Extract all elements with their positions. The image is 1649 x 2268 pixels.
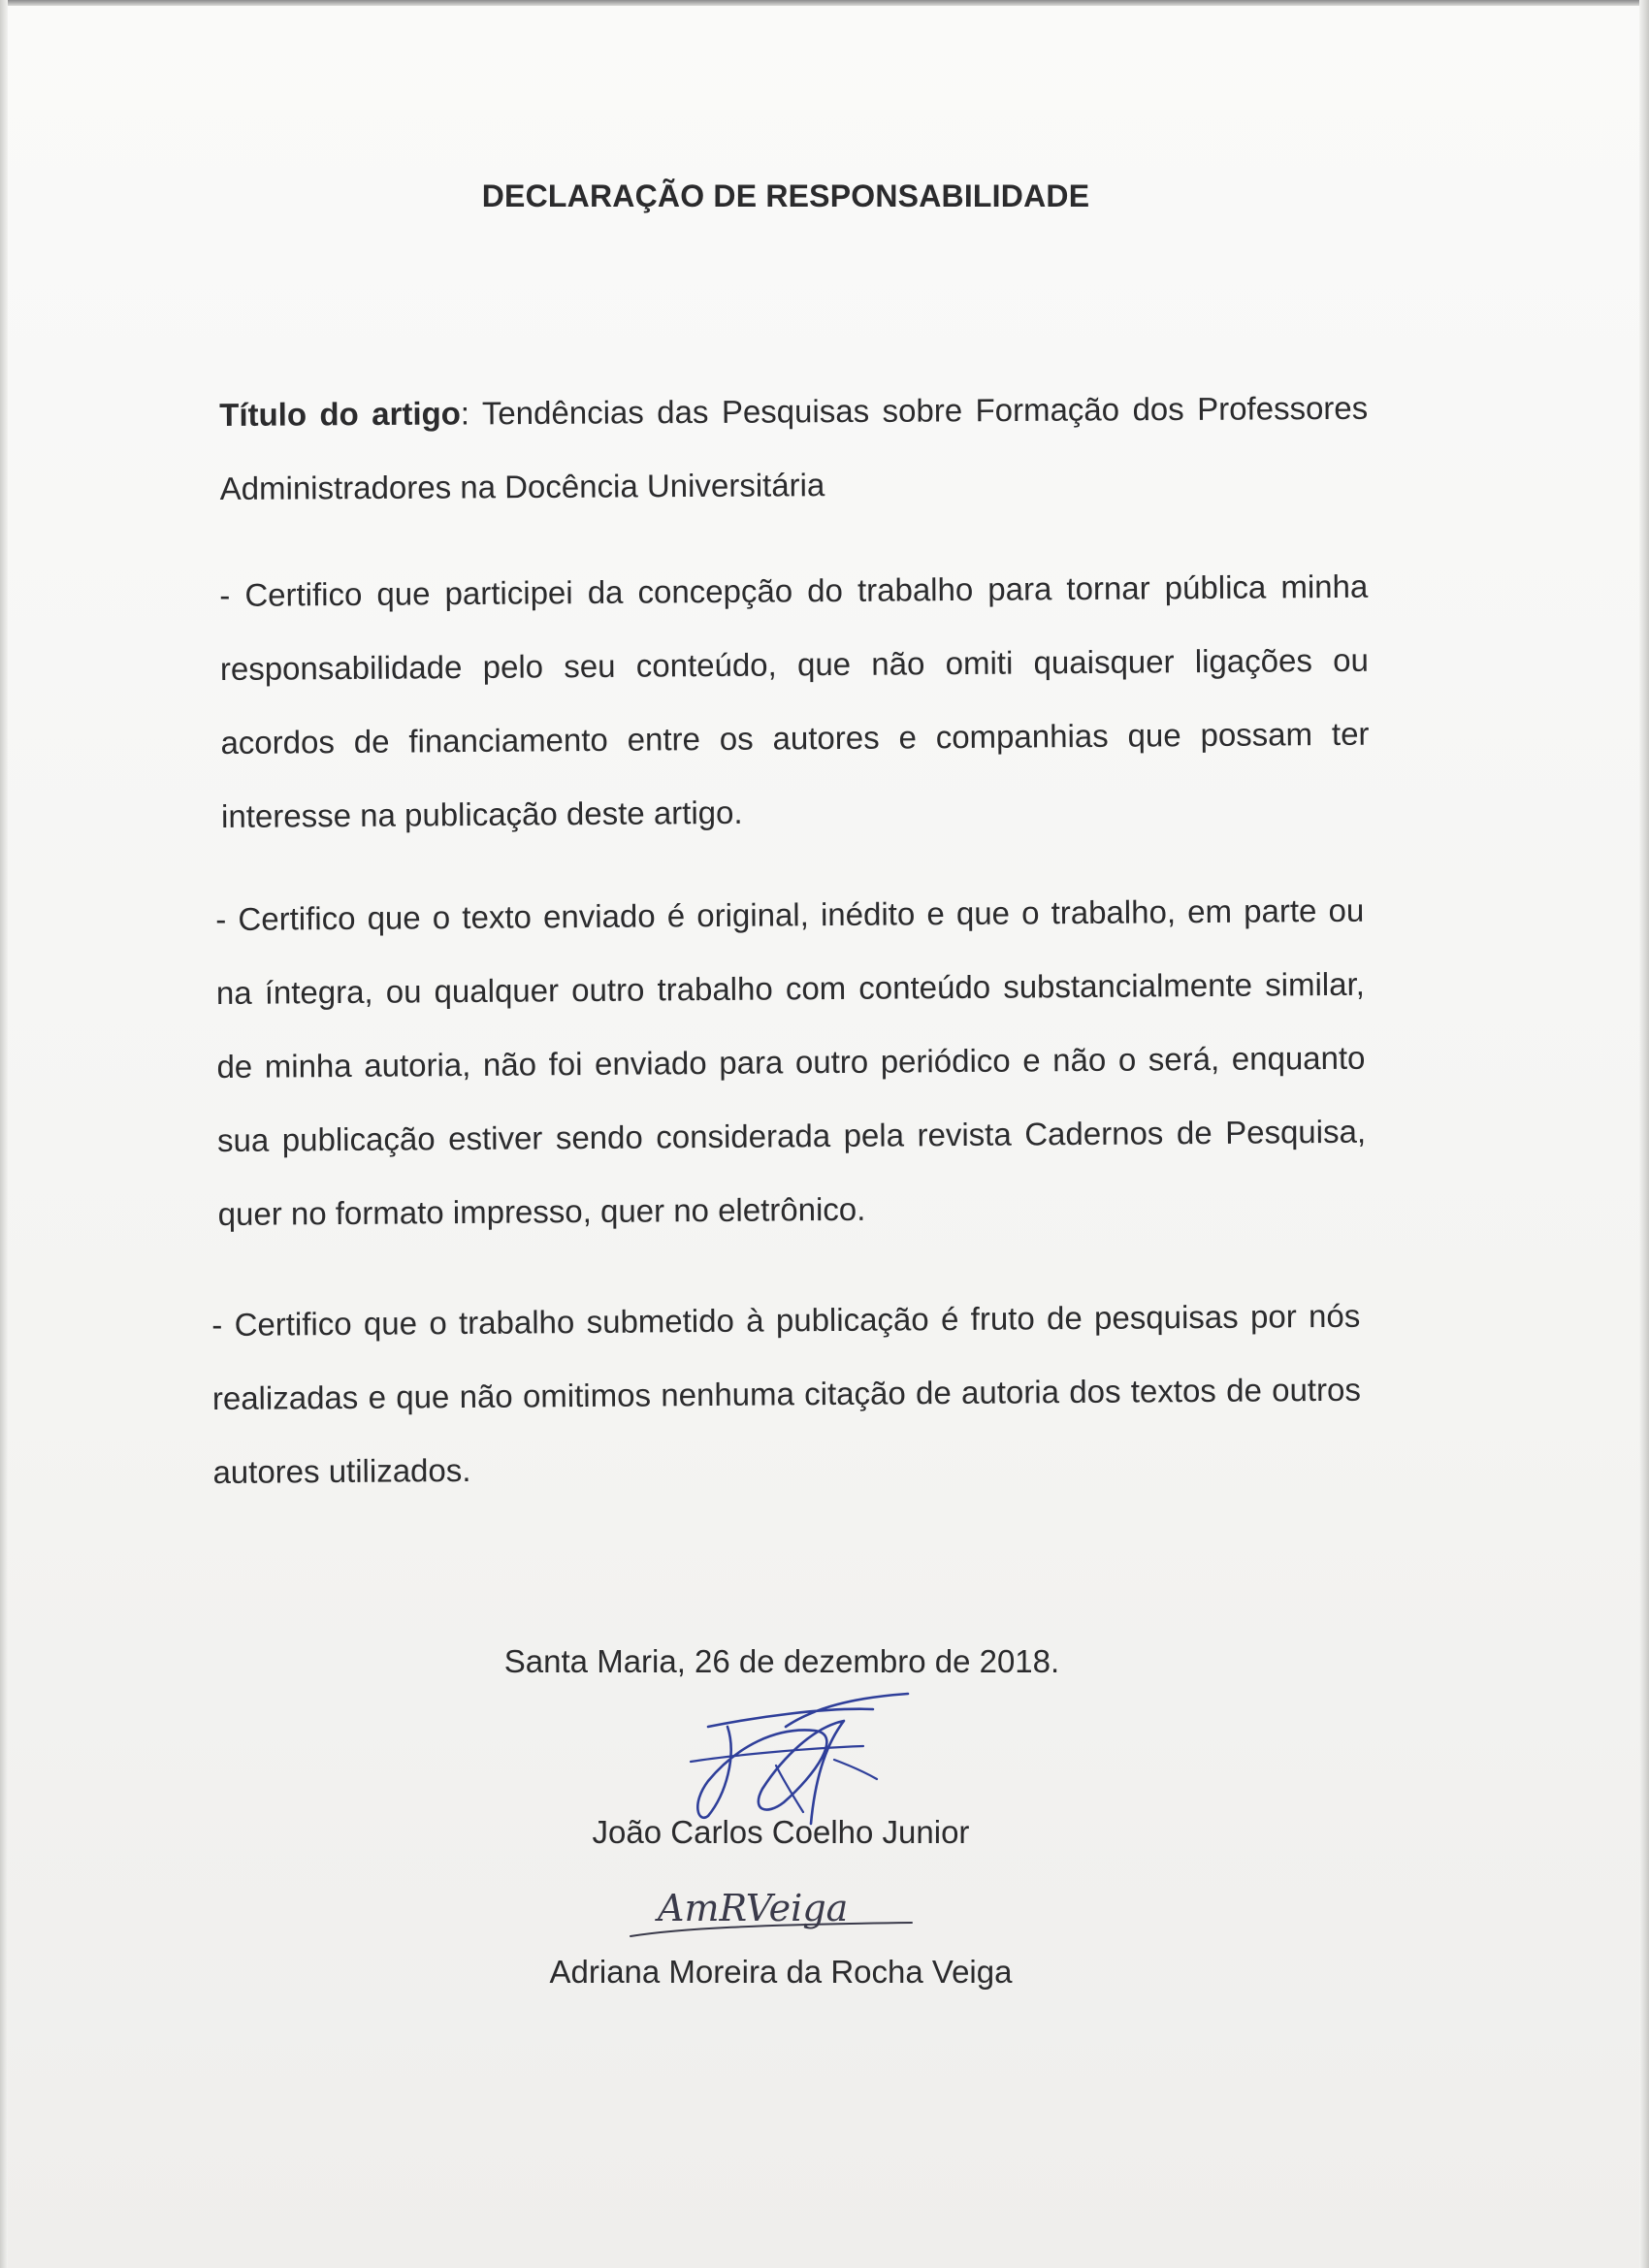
signature-1-stroke-a [697,1694,908,1824]
article-title-separator: : [460,395,470,432]
signer-name-1: João Carlos Coelho Junior [592,1814,970,1850]
declaration-paragraph-3: - Certifico que o trabalho submetido à publicação é fruto de pesquisas por nós realizadas e que não omitimos nenhuma citação de autoria dos textos de outros autores utilizados. [211,1297,1362,1490]
signature-2-handwritten [621,1872,931,1950]
page-edge-right [1639,0,1649,2268]
declaration-paragraph-1: - Certifico que participei da concepção do trabalho para tornar pública minha responsabilidade pelo seu conteúdo, que não omiti quaisquer ligações ou acordos de financiamento entre os autores e companhias que possam ter interesse na publicação deste artigo. [219,567,1370,834]
signature-1-handwritten [669,1688,941,1833]
signature-2-text: AmRVeiga [658,1887,849,1929]
declaration-paragraph-2: - Certifico que o texto enviado é original, inédito e que o trabalho, em parte ou na íntegra, ou qualquer outro trabalho com conteúdo substancialmente similar, de minha autoria, não foi enviado para outro periódico e não o será, enquanto sua publicação estiver sendo considerada pela revista Cadernos de Pesquisa, quer no formato impresso, quer no eletrônico. [215,891,1367,1232]
signer-name-2: Adriana Moreira da Rocha Veiga [549,1954,1013,1990]
page-edge-top [0,0,1649,6]
page-edge-left [0,0,8,2268]
article-title-label: Título do artigo [219,395,461,433]
document-heading: DECLARAÇÃO DE RESPONSABILIDADE [481,178,1090,213]
article-title-block [219,372,1369,526]
article-title: Tendências das Pesquisas sobre Formação dos Professores Administradores na Docência Universitária [219,389,1369,506]
place-date: Santa Maria, 26 de dezembro de 2018. [503,1643,1060,1679]
